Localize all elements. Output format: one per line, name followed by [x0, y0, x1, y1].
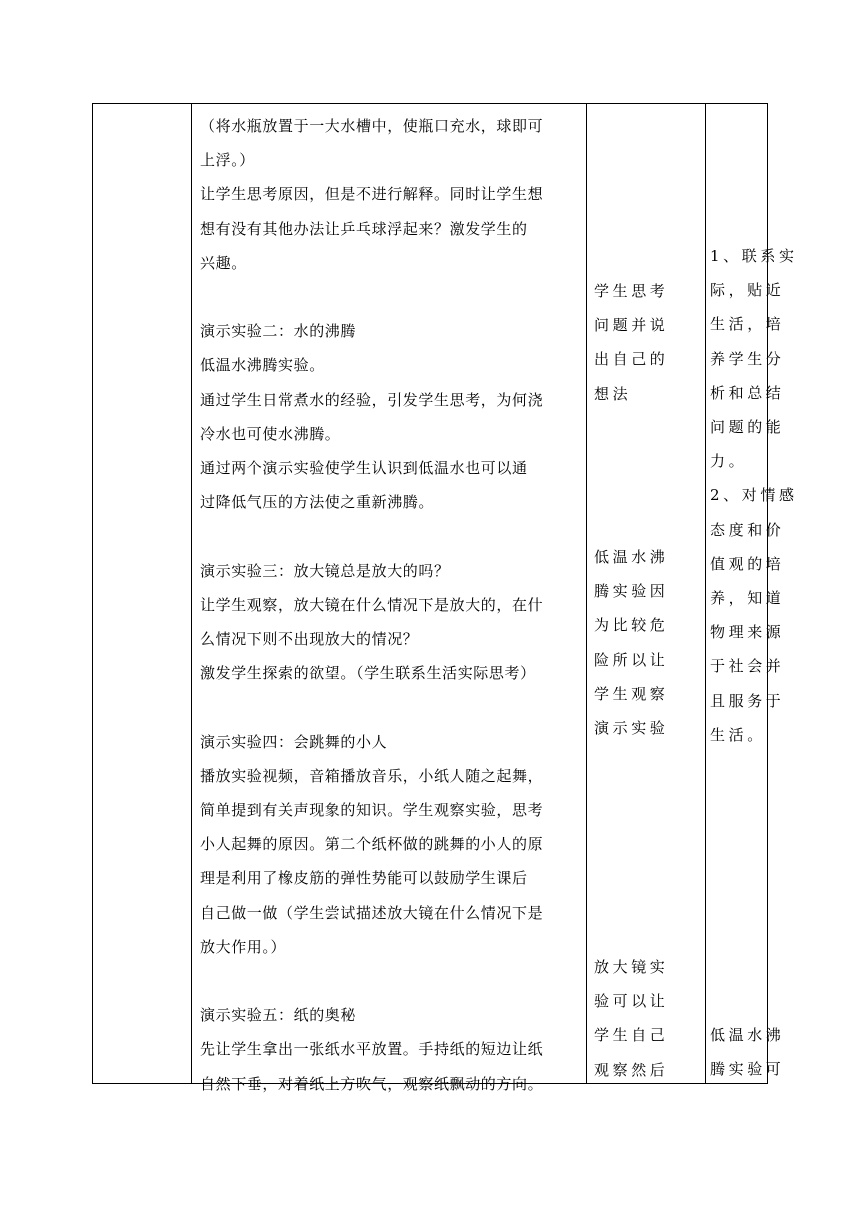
teaching-text-line: 过降低气压的方法使之重新沸腾。 [200, 493, 435, 512]
intent-text-line: 态度和价 [710, 520, 785, 539]
intent-text-line: 际，贴近 [710, 281, 785, 300]
student-text-line: 险所以让 [594, 650, 669, 669]
lesson-plan-table [92, 103, 798, 1093]
intent-text-line: 于社会并 [710, 657, 785, 676]
intent-text-line: 生活。 [710, 725, 766, 744]
teaching-text-line: 通过两个演示实验使学生认识到低温水也可以通 [200, 459, 528, 477]
intent-text-line: 低温水沸 [710, 1026, 785, 1044]
student-text-line: 出自己的 [594, 350, 669, 369]
student-text-line: 演示实验 [594, 719, 669, 737]
teaching-text-line: 让学生观察，放大镜在什么情况下是放大的，在什 [200, 595, 544, 614]
student-text-line: 学生自己 [594, 1026, 669, 1045]
intent-text-line: 2、对情感 [710, 486, 798, 505]
teaching-text-line: 自己做一做（学生尝试描述放大镜在什么情况下是 [200, 903, 544, 922]
teaching-text-line: 兴趣。 [200, 253, 247, 272]
intent-text-line: 物理来源 [710, 623, 785, 642]
teaching-text-line: 自然下垂，对着纸上方吹气，观察纸飘动的方向。 [200, 1074, 544, 1093]
teaching-text-line: 小人起舞的原因。第二个纸杯做的跳舞的小人的原 [200, 835, 544, 854]
intent-text-line: 问题的能 [710, 418, 785, 436]
student-activity-cell [587, 104, 705, 1083]
intent-text-line: 养，知道 [710, 589, 785, 607]
teaching-process-cell [192, 104, 586, 1093]
student-text-line: 低温水沸 [594, 548, 669, 566]
teaching-text-line: 先让学生拿出一张纸水平放置。手持纸的短边让纸 [200, 1040, 544, 1059]
intent-text-line: 腾实验可 [710, 1060, 785, 1079]
student-text-line: 想法 [594, 384, 632, 403]
teaching-text-line: 通过学生日常煮水的经验，引发学生思考，为何浇 [200, 390, 544, 409]
teaching-text-line: （将水瓶放置于一大水槽中，使瓶口充水，球即可 [200, 117, 544, 135]
intent-text-line: 析和总结 [710, 383, 785, 402]
student-text-line: 学生思考 [594, 282, 669, 300]
teaching-text-line: 演示实验五：纸的奥秘 [200, 1006, 357, 1025]
intent-text-line: 且服务于 [710, 691, 785, 710]
student-text-line: 问题并说 [594, 316, 669, 335]
teaching-text-line: 冷水也可使水沸腾。 [200, 424, 341, 443]
student-text-line: 观察然后 [594, 1060, 669, 1079]
student-text-line: 为比较危 [594, 616, 669, 635]
teaching-text-line: 演示实验三：放大镜总是放大的吗？ [200, 561, 450, 580]
student-text-line: 腾实验因 [594, 582, 669, 601]
design-intent-cell [706, 104, 798, 1083]
teaching-text-line: 低温水沸腾实验。 [200, 356, 325, 375]
intent-text-line: 力。 [710, 452, 748, 471]
teaching-text-line: 么情况下则不出现放大的情况？ [200, 630, 419, 648]
intent-text-line: 养学生分 [710, 349, 785, 368]
teaching-text-line: 想有没有其他办法让乒乓球浮起来？激发学生的 [200, 219, 528, 238]
teaching-text-line: 播放实验视频，音箱播放音乐，小纸人随之起舞， [200, 766, 544, 785]
teaching-text-line: 让学生思考原因，但是不进行解释。同时让学生想 [200, 185, 544, 204]
student-text-line: 放大镜实 [594, 958, 669, 976]
teaching-text-line: 理是利用了橡皮筋的弹性势能可以鼓励学生课后 [200, 869, 528, 888]
teaching-text-line: 简单提到有关声现象的知识。学生观察实验，思考 [200, 801, 544, 819]
first-column-cell [93, 104, 191, 1083]
intent-text-line: 1、联系实 [710, 247, 798, 265]
teaching-text-line: 激发学生探索的欲望。（学生联系生活实际思考） [200, 664, 536, 683]
teaching-text-line: 演示实验二：水的沸腾 [200, 322, 357, 341]
teaching-text-line: 演示实验四：会跳舞的小人 [200, 732, 388, 751]
teaching-text-line: 放大作用。） [200, 937, 287, 956]
student-text-line: 验可以让 [594, 992, 669, 1011]
intent-text-line: 值观的培 [710, 554, 785, 573]
intent-text-line: 生活，培 [710, 315, 785, 334]
student-text-line: 学生观察 [594, 684, 669, 703]
teaching-text-line: 上浮。） [200, 151, 255, 170]
